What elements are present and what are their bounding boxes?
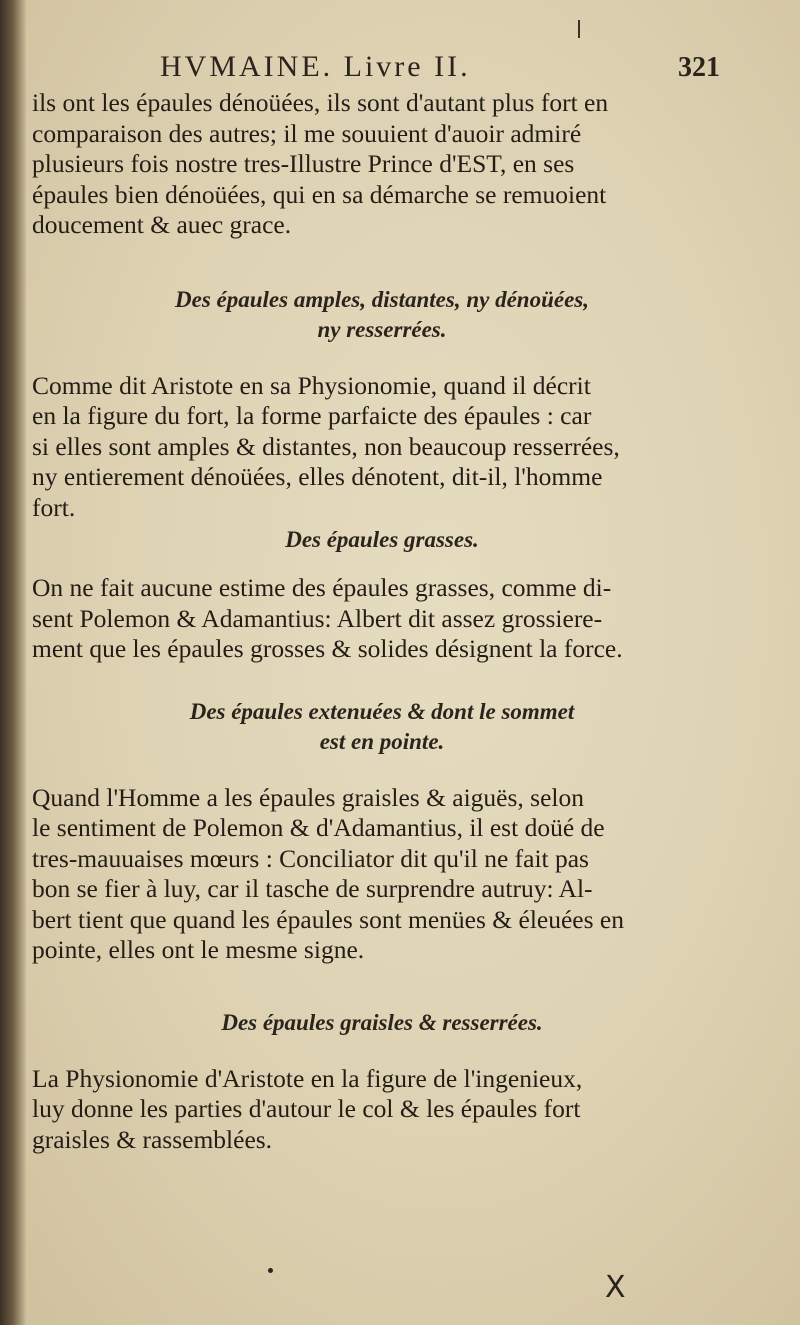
text-line: ils ont les épaules dénoüées, ils sont d'autant plus fort en bbox=[32, 88, 609, 117]
paragraph-2 bbox=[32, 371, 732, 524]
text-line: Comme dit Aristote en sa Physionomie, quand il décrit bbox=[32, 370, 591, 400]
text-line: graisles & rassemblées. bbox=[32, 1124, 273, 1154]
page-body bbox=[32, 88, 732, 1155]
text-line: Quand l'Homme a les épaules graisles & aiguës, selon bbox=[32, 782, 584, 812]
heading-line: Des épaules graisles & resserrées. bbox=[221, 1009, 543, 1035]
text-line: tres-mauuaises mœurs : Conciliator dit qu'il ne fait pas bbox=[32, 843, 589, 873]
heading-line: Des épaules extenuées & dont le sommet bbox=[189, 698, 575, 724]
paragraph-5 bbox=[32, 1064, 732, 1156]
running-head-title: HVMAINE. Livre II. bbox=[160, 50, 471, 83]
heading-line: Des épaules amples, distantes, ny dénoüées, bbox=[175, 286, 589, 312]
heading-line: ny resserrées. bbox=[317, 316, 447, 342]
text-line: en la figure du fort, la forme parfaicte des épaules : car bbox=[32, 401, 592, 430]
ink-dot bbox=[268, 1268, 273, 1273]
printer-mark bbox=[578, 20, 580, 38]
paragraph-1 bbox=[32, 88, 732, 241]
text-line: doucement & auec grace. bbox=[32, 210, 292, 239]
section-heading bbox=[32, 285, 732, 345]
section-heading bbox=[32, 697, 732, 757]
text-line: bert tient que quand les épaules sont menües & éleuées en bbox=[32, 904, 624, 934]
text-line: le sentiment de Polemon & d'Adamantius, il est doüé de bbox=[32, 813, 605, 842]
paragraph-4 bbox=[32, 783, 732, 966]
heading-line: est en pointe. bbox=[319, 728, 445, 754]
text-line: comparaison des autres; il me souuient d'auoir admiré bbox=[32, 118, 582, 148]
text-line: épaules bien dénoüées, qui en sa démarche se remuoient bbox=[32, 179, 607, 209]
text-line: ny entierement dénoüées, elles dénotent, dit-il, l'homme bbox=[32, 462, 603, 491]
section-heading bbox=[32, 525, 732, 555]
text-line: pointe, elles ont le mesme signe. bbox=[32, 935, 365, 964]
text-line: plusieurs fois nostre tres-Illustre Prince d'EST, en ses bbox=[32, 149, 575, 178]
heading-line: Des épaules grasses. bbox=[285, 527, 479, 552]
catchword-mark: X bbox=[605, 1270, 626, 1305]
text-line: fort. bbox=[32, 492, 76, 522]
text-line: ment que les épaules grosses & solides désignent la force. bbox=[32, 634, 623, 663]
page-number: 321 bbox=[678, 52, 720, 83]
text-line: si elles sont amples & distantes, non beaucoup resserrées, bbox=[32, 431, 620, 461]
text-line: luy donne les parties d'autour le col & les épaules fort bbox=[32, 1094, 581, 1123]
text-line: On ne fait aucune estime des épaules grasses, comme di- bbox=[32, 573, 612, 602]
text-line: sent Polemon & Adamantius: Albert dit assez grossiere- bbox=[32, 603, 603, 633]
text-line: La Physionomie d'Aristote en la figure de l'ingenieux, bbox=[32, 1063, 583, 1093]
running-head bbox=[160, 50, 720, 90]
text-line: bon se fier à luy, car il tasche de surprendre autruy: Al- bbox=[32, 874, 593, 903]
page-gutter bbox=[0, 0, 26, 1325]
paragraph-3 bbox=[32, 573, 732, 665]
section-heading bbox=[32, 1008, 732, 1038]
